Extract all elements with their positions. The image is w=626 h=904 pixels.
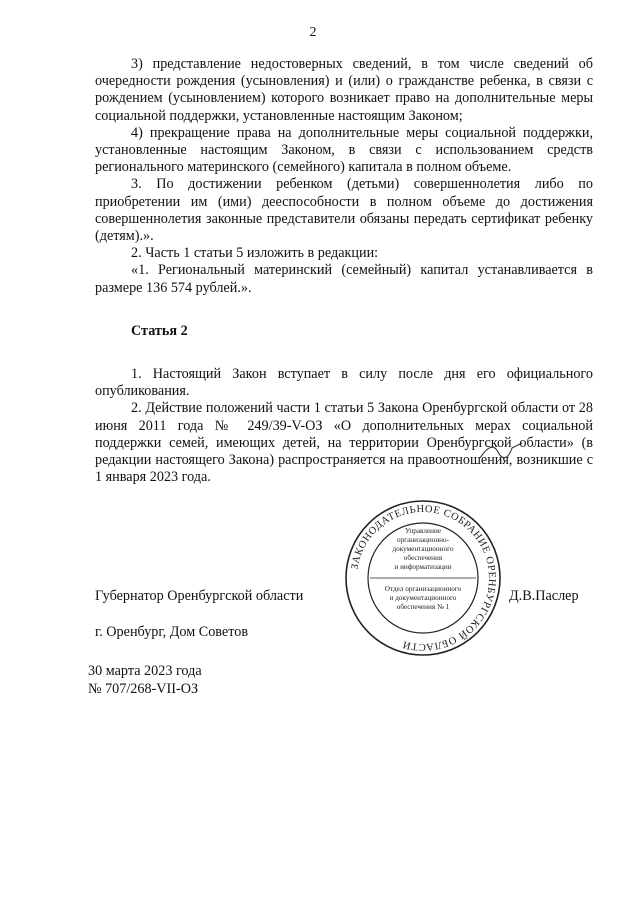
paragraph: «1. Региональный материнский (семейный) капитал устанавливается в размере 136 574 рублей.». <box>95 262 593 296</box>
seal-lower-line: и документационного <box>389 594 457 602</box>
seal-upper-line: документационного <box>392 545 454 553</box>
seal-lower-line: обеспечения № 1 <box>396 603 450 611</box>
paragraph: 1. Настоящий Закон вступает в силу после дня его официального опубликования. <box>95 366 593 400</box>
signature-mark <box>478 440 524 462</box>
seal-lower-line: Отдел организационного <box>384 585 462 593</box>
document-body <box>95 56 593 486</box>
article-heading: Статья 2 <box>131 322 188 339</box>
paragraph: 3) представление недостоверных сведений, в том числе сведений об очередности рождения (усыновления) и (или) о гражданстве ребенка, в связи с рождением (усыновлением) которого возникает право на дополнительные меры социальной поддержки, установленные настоящим Законом; <box>95 56 593 124</box>
seal-upper-line: и информатизации <box>394 563 452 571</box>
seal-upper-line: Управление <box>404 527 442 535</box>
law-number: № 707/268-VII-ОЗ <box>88 681 199 697</box>
seal-ring-text: ЗАКОНОДАТЕЛЬНОЕ СОБРАНИЕ ОРЕНБУРГСКОЙ ОБЛАСТИ <box>349 503 498 653</box>
signatory-position: Губернатор Оренбургской области <box>95 588 304 604</box>
seal-upper-line: организационно- <box>396 536 450 544</box>
paragraph: 2. Действие положений части 1 статьи 5 Закона Оренбургской области от 28 июня 2011 года № 249/39-V-ОЗ «О дополнительных мерах социальной поддержки семей, имеющих детей, на территории Оренбургской области» (в редакции настоящего Закона) распространяется на правоотношения, возникшие с 1 января 2023 года. <box>95 400 593 486</box>
page-number: 2 <box>309 25 317 40</box>
signing-date: 30 марта 2023 года <box>88 663 202 679</box>
paragraph: 3. По достижении ребенком (детьми) совершеннолетия либо по приобретении им (ими) дееспособности в полном объеме до достижения совершеннолетия законные представители обязаны передать сертификат ребенку (детям).». <box>95 176 593 245</box>
signatory-name: Д.В.Паслер <box>509 588 579 604</box>
signing-place: г. Оренбург, Дом Советов <box>95 624 249 640</box>
seal-upper-line: обеспечения <box>403 554 443 562</box>
paragraph: 2. Часть 1 статьи 5 изложить в редакции: <box>131 245 379 262</box>
official-seal <box>343 498 503 658</box>
paragraph: 4) прекращение права на дополнительные меры социальной поддержки, установленные настоящим Законом, в связи с использованием средств регионального материнского (семейного) капитала в полном объеме. <box>95 124 593 176</box>
